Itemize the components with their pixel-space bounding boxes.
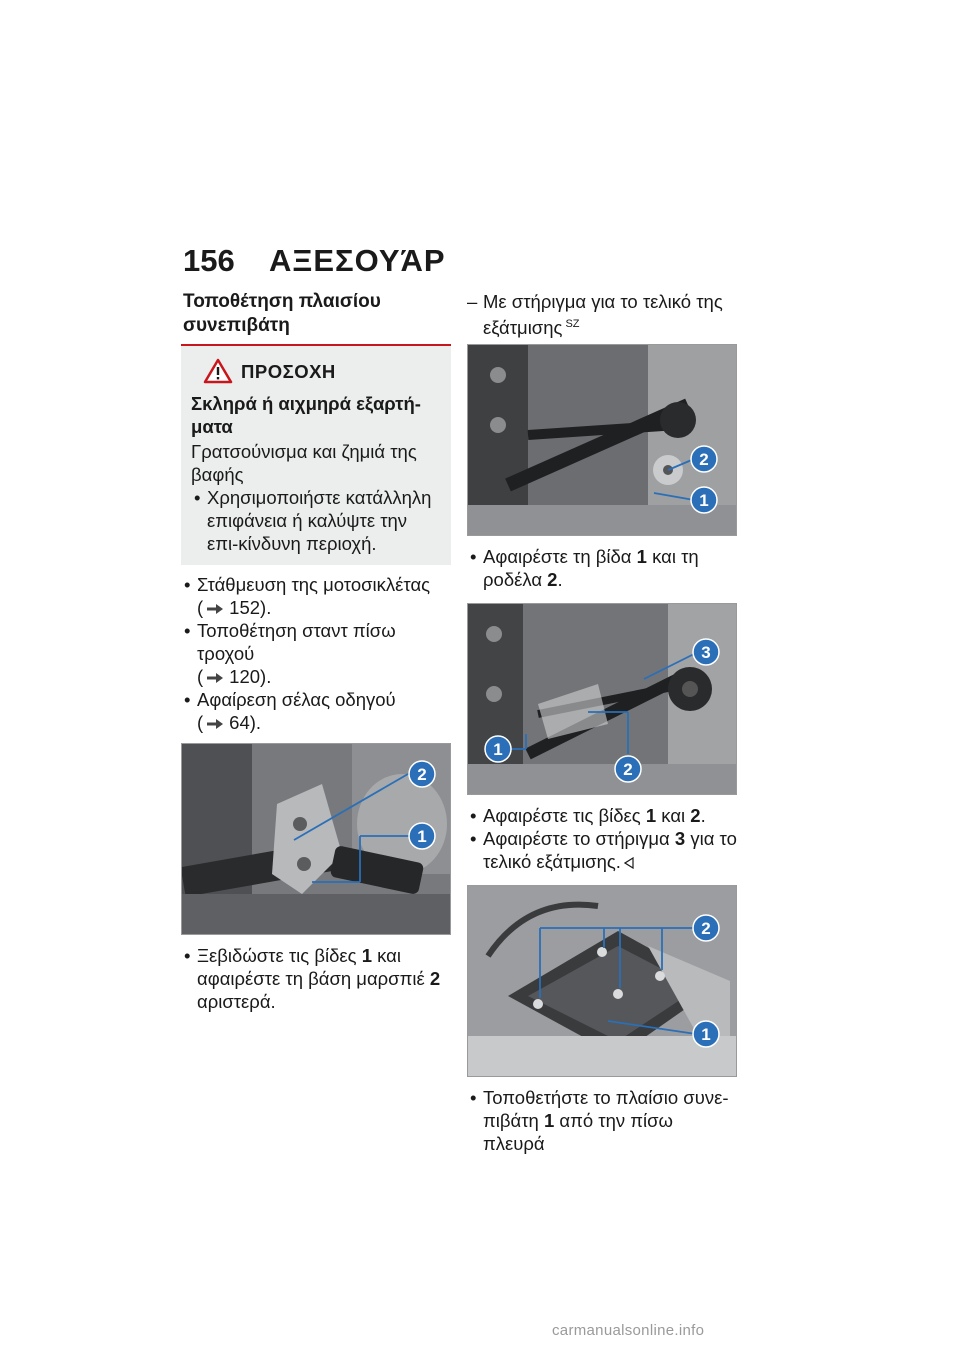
list-item: • Αφαιρέστε τη βίδα 1 και τη ροδέλα 2.: [467, 545, 739, 591]
left-column: [181, 290, 453, 1013]
callout-label: 1: [493, 740, 503, 759]
figure-exhaust-bracket-bolt: [467, 344, 737, 536]
figure-exhaust-support: [467, 603, 737, 795]
equipment-code: SZ: [565, 318, 580, 330]
warning-header: [203, 358, 443, 384]
callout-label: 1: [701, 1025, 711, 1044]
warning-bullet: • Χρησιμοποιήστε κατάλληλη επιφάνεια ή καλύψτε την επι-κίνδυνη περιοχή.: [191, 486, 443, 555]
warning-subheading: Σκληρά ή αιχμηρά εξαρτή-ματα: [191, 393, 421, 437]
steps-list: [181, 573, 453, 734]
watermark: carmanualsonline.info: [552, 1322, 705, 1339]
list-item: – Με στήριγμα για το τελικό της εξάτμισης $^{SZ}$: [467, 290, 739, 339]
page-reference[interactable]: 64).: [229, 712, 262, 733]
page-header: [183, 243, 446, 283]
callout-label: 2: [701, 919, 711, 938]
figure-passenger-frame: [467, 885, 737, 1077]
callout-label: 1: [699, 491, 709, 510]
callout-label: 3: [701, 643, 711, 662]
right-column: [467, 290, 739, 1155]
page-reference-arrow-icon: [207, 719, 223, 729]
warning-triangle-icon: [203, 358, 233, 384]
chapter-title: ΑΞΕΣΟΥΆΡ: [269, 243, 446, 278]
warning-text: Γρατσούνισμα και ζημιά της βαφής: [191, 441, 417, 485]
list-item: • Αφαιρέστε τις βίδες 1 και 2.: [467, 804, 739, 827]
callout-label: 2: [417, 765, 427, 784]
page-reference[interactable]: 152).: [229, 597, 272, 618]
warning-box: [181, 346, 451, 565]
callout-label: 1: [417, 827, 427, 846]
end-of-section-triangle-icon: [624, 857, 634, 869]
page-reference-arrow-icon: [207, 673, 223, 683]
figure-footrest-bracket: [181, 743, 451, 935]
callout-label: 2: [699, 450, 709, 469]
list-item: • Στάθμευση της μοτοσικλέτας ( 152).: [181, 573, 453, 619]
list-item: • Ξεβιδώστε τις βίδες 1 και αφαιρέστε τη βάση μαρσπιέ 2 αριστερά.: [181, 944, 453, 1013]
section-title: Τοποθέτηση πλαισίου συνεπιβάτη: [183, 291, 381, 336]
page-number: 156: [183, 243, 235, 278]
list-item: • Τοποθέτηση σταντ πίσω τροχού ( 120).: [181, 619, 453, 688]
list-item: • Αφαιρέστε το στήριγμα 3 για το τελικό εξάτμισης.: [467, 827, 739, 873]
list-item: • Αφαίρεση σέλας οδηγού ( 64).: [181, 688, 453, 734]
page-reference[interactable]: 120).: [229, 666, 272, 687]
list-item: • Τοποθετήστε το πλαίσιο συνε-πιβάτη 1 από την πίσω πλευρά: [467, 1086, 739, 1155]
warning-heading: ΠΡΟΣΟΧΗ: [241, 360, 336, 382]
page-reference-arrow-icon: [207, 604, 223, 614]
callout-label: 2: [623, 760, 633, 779]
